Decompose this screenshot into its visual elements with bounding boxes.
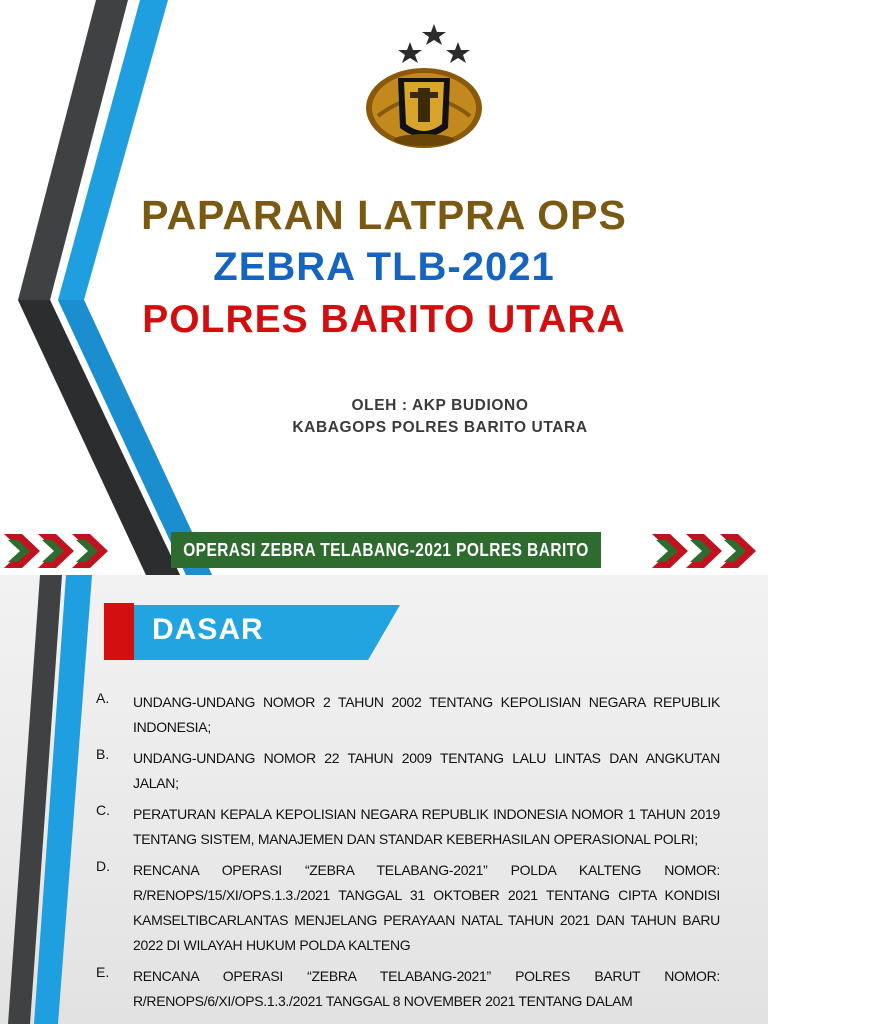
author-position: KABAGOPS POLRES BARITO UTARA <box>292 419 588 436</box>
list-item-letter: C. <box>96 802 110 818</box>
dasar-list <box>96 690 720 1020</box>
list-item <box>96 690 720 740</box>
list-item <box>96 964 720 1014</box>
list-item-text: UNDANG-UNDANG NOMOR 22 TAHUN 2009 TENTANG LALU LINTAS DAN ANGKUTAN JALAN; <box>133 750 720 791</box>
author-name: OLEH : AKP BUDIONO <box>351 397 529 414</box>
title-line-1: PAPARAN LATPRA OPS <box>141 192 627 238</box>
list-item <box>96 746 720 796</box>
chevrons-left-icon <box>4 530 114 572</box>
list-item <box>96 858 720 958</box>
list-item-text: UNDANG-UNDANG NOMOR 2 TAHUN 2002 TENTANG KEPOLISIAN NEGARA REPUBLIK INDONESIA; <box>133 694 720 735</box>
decorative-stripes <box>0 575 100 1024</box>
heading-accent-red <box>104 603 134 660</box>
banner-row <box>0 528 768 574</box>
list-item <box>96 802 720 852</box>
list-item-letter: B. <box>96 746 110 762</box>
title-line-2: ZEBRA TLB-2021 <box>213 245 555 289</box>
police-emblem-icon <box>352 20 492 152</box>
list-item-text: RENCANA OPERASI “ZEBRA TELABANG-2021” POLRES BARUT NOMOR: R/RENOPS/6/XI/OPS.1.3./2021 TANGGAL 8 NOVEMBER 2021 TENTANG DALAM <box>133 968 720 1009</box>
operation-banner: OPERASI ZEBRA TELABANG-2021 POLRES BARITO <box>171 532 601 568</box>
list-item-text: PERATURAN KEPALA KEPOLISIAN NEGARA REPUBLIK INDONESIA NOMOR 1 TAHUN 2019 TENTANG SISTEM, MANAJEMEN DAN STANDAR KEBERHASILAN OPERASIONAL POLRI; <box>133 806 720 847</box>
title-slide <box>0 0 768 575</box>
list-item-letter: D. <box>96 858 110 874</box>
title-line-3: POLRES BARITO UTARA <box>142 298 626 341</box>
section-heading: DASAR <box>152 613 264 646</box>
list-item-letter: E. <box>96 964 110 980</box>
dasar-slide <box>0 575 768 1024</box>
list-item-text: RENCANA OPERASI “ZEBRA TELABANG-2021” POLDA KALTENG NOMOR: R/RENOPS/15/XI/OPS.1.3./2021 TANGGAL 31 OKTOBER 2021 TENTANG CIPTA KONDISI KAMSELTIBCARLANTAS MENJELANG PERAYAAN NATAL TAHUN 2021 DAN TAHUN BARU 2022 DI WILAYAH HUKUM POLDA KALTENG <box>133 862 720 953</box>
chevrons-right-icon <box>652 530 762 572</box>
list-item-letter: A. <box>96 690 110 706</box>
